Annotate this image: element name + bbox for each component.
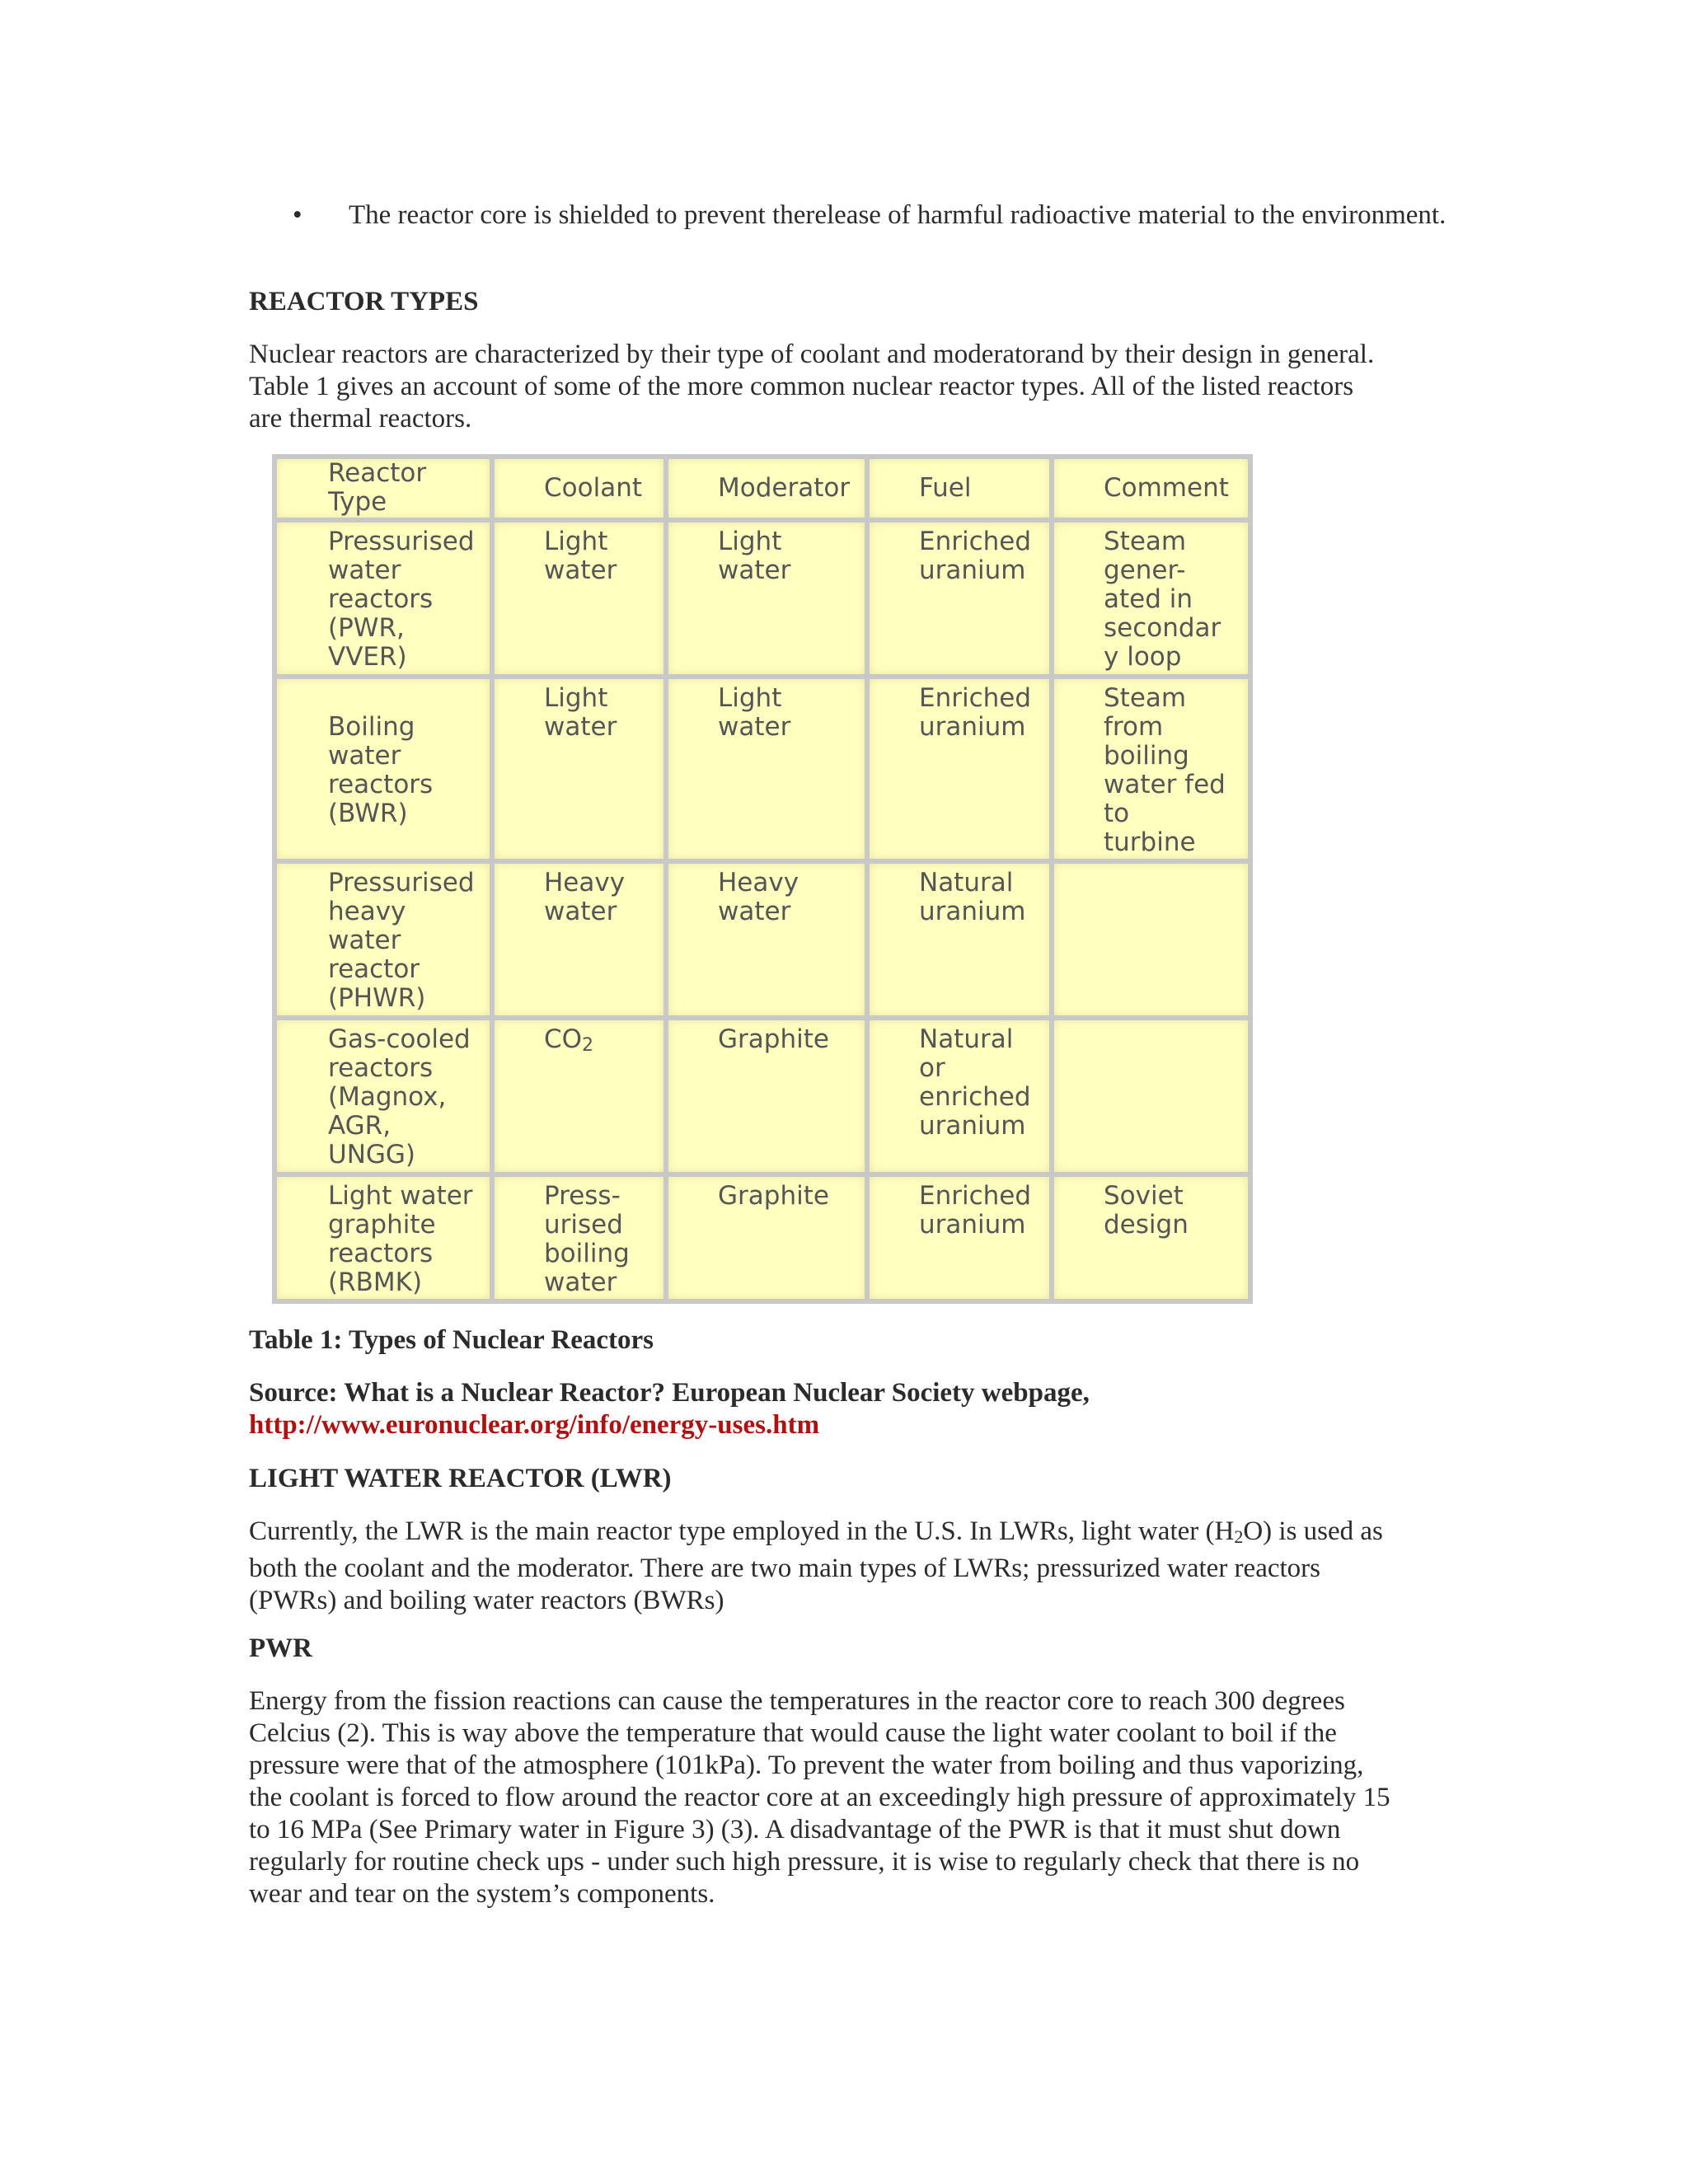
- co2-subscript: 2: [582, 1035, 594, 1057]
- section-heading-pwr: PWR: [249, 1633, 312, 1663]
- table-cell: Light water: [495, 679, 663, 859]
- table-source: [249, 1377, 1448, 1441]
- table-header-cell: Fuel: [870, 459, 1049, 518]
- table-cell: Pressurised heavy water reactor (PHWR): [277, 864, 490, 1015]
- table-cell: Press- urised boiling water: [495, 1177, 663, 1299]
- reactor-types-paragraph: [249, 339, 1448, 435]
- paragraph-line: (PWRs) and boiling water reactors (BWRs): [249, 1586, 724, 1615]
- table-cell: Light water: [495, 523, 663, 674]
- paragraph-line: pressure were that of the atmosphere (101kPa). To prevent the water from boiling and thus vaporizing,: [249, 1750, 1364, 1780]
- table-cell: Enriched uranium: [870, 679, 1049, 859]
- table-header-cell: Comment: [1054, 459, 1248, 518]
- bullet-text: The reactor core is shielded to prevent therelease of harmful radioactive material to the environment.: [349, 200, 1447, 230]
- table-cell: Graphite: [668, 1177, 865, 1299]
- table-header-cell: Reactor Type: [277, 459, 490, 518]
- table-cell: Light water graphite reactors (RBMK): [277, 1177, 490, 1299]
- paragraph-line: wear and tear on the system’s components.: [249, 1879, 715, 1909]
- table-row: [277, 864, 1248, 1015]
- table-cell: [1054, 864, 1248, 1015]
- paragraph-line: to 16 MPa (See Primary water in Figure 3) (3). A disadvantage of the PWR is that it must shut down: [249, 1815, 1341, 1844]
- table-row: [277, 679, 1248, 859]
- table-cell: Enriched uranium: [870, 523, 1049, 674]
- table-row: [277, 1020, 1248, 1172]
- table-caption: Table 1: Types of Nuclear Reactors: [249, 1325, 654, 1355]
- reactor-types-table: [272, 454, 1253, 1304]
- table-header-row: [277, 459, 1248, 518]
- paragraph-line: Celcius (2). This is way above the temperature that would cause the light water coolant to boil if the: [249, 1718, 1337, 1748]
- table-cell: Heavy water: [668, 864, 865, 1015]
- table-cell: Light water: [668, 679, 865, 859]
- table-cell: CO2: [495, 1020, 663, 1172]
- table-cell: Boiling water reactors (BWR): [277, 679, 490, 859]
- paragraph-line: Table 1 gives an account of some of the more common nuclear reactor types. All of the listed reactors: [249, 372, 1354, 401]
- bullet-symbol: •: [293, 200, 302, 230]
- paragraph-line: Energy from the fission reactions can cause the temperatures in the reactor core to reach 300 degrees: [249, 1686, 1345, 1716]
- paragraph-line: the coolant is forced to flow around the reactor core at an exceedingly high pressure of approximately 15: [249, 1783, 1390, 1812]
- table-cell: Light water: [668, 523, 865, 674]
- table-header-cell: Coolant: [495, 459, 663, 518]
- source-link[interactable]: http://www.euronuclear.org/info/energy-uses.htm: [249, 1410, 820, 1440]
- table-row: [277, 1177, 1248, 1299]
- table-cell: Steam from boiling water fed to turbine: [1054, 679, 1248, 859]
- section-heading-lwr: LIGHT WATER REACTOR (LWR): [249, 1464, 672, 1493]
- table-cell: Soviet design: [1054, 1177, 1248, 1299]
- table-row: [277, 523, 1248, 674]
- lwr-paragraph: [249, 1516, 1448, 1617]
- table-cell: Graphite: [668, 1020, 865, 1172]
- table-cell: Gas-cooled reactors (Magnox, AGR, UNGG): [277, 1020, 490, 1172]
- table-header-cell: Moderator: [668, 459, 865, 518]
- table-cell: Steam gener- ated in secondar y loop: [1054, 523, 1248, 674]
- paragraph-line: both the coolant and the moderator. There are two main types of LWRs; pressurized water reactors: [249, 1554, 1320, 1583]
- table-cell: [1054, 1020, 1248, 1172]
- table-cell: Natural or enriched uranium: [870, 1020, 1049, 1172]
- pwr-paragraph: [249, 1685, 1448, 1910]
- table-cell: Enriched uranium: [870, 1177, 1049, 1299]
- table-cell: Heavy water: [495, 864, 663, 1015]
- table-cell: Natural uranium: [870, 864, 1049, 1015]
- source-text: Source: What is a Nuclear Reactor? European Nuclear Society webpage,: [249, 1378, 1090, 1408]
- table-cell: Pressurised water reactors (PWR, VVER): [277, 523, 490, 674]
- paragraph-line: are thermal reactors.: [249, 404, 472, 434]
- paragraph-line: Nuclear reactors are characterized by their type of coolant and moderatorand by their design in general.: [249, 340, 1375, 369]
- paragraph-line: Currently, the LWR is the main reactor type employed in the U.S. In LWRs, light water (H2O) is used as: [249, 1516, 1383, 1547]
- paragraph-line: regularly for routine check ups - under such high pressure, it is wise to regularly check that there is no: [249, 1847, 1360, 1877]
- section-heading-reactor-types: REACTOR TYPES: [249, 287, 479, 316]
